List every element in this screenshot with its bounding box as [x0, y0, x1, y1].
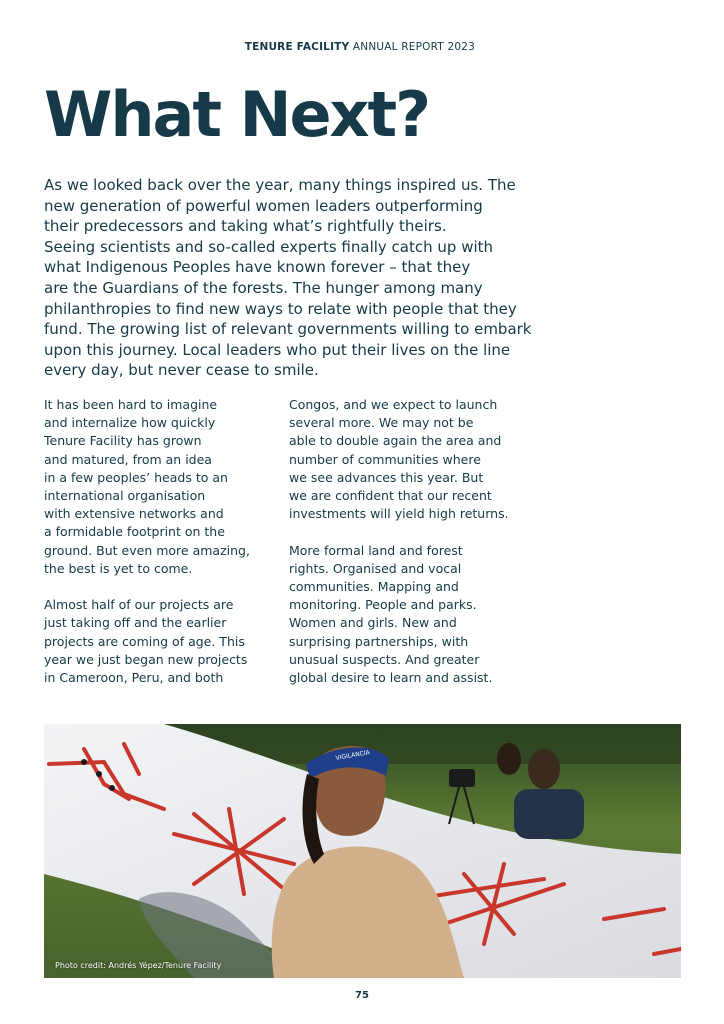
body-line: More formal land and forest — [289, 542, 463, 558]
body-line: Almost half of our projects are — [44, 597, 234, 613]
lead-line: philanthropies to find new ways to relate with people that they — [44, 299, 517, 318]
lead-line: new generation of powerful women leaders outperforming — [44, 196, 483, 215]
body-line: rights. Organised and vocal — [289, 560, 462, 576]
lead-line: fund. The growing list of relevant governments willing to embark — [44, 320, 532, 339]
body-line: we see advances this year. But — [289, 469, 484, 485]
body-column-left — [44, 396, 280, 705]
body-line: and matured, from an idea — [44, 451, 212, 467]
page-title: What Next? — [44, 78, 430, 151]
body-line: number of communities where — [289, 451, 481, 467]
body-line: unusual suspects. And greater — [289, 651, 480, 667]
lead-line: Seeing scientists and so-called experts finally catch up with — [44, 237, 494, 256]
body-line: Congos, and we expect to launch — [289, 397, 498, 412]
report-header — [245, 41, 475, 53]
lead-line: every day, but never cease to smile. — [44, 361, 319, 380]
body-line: just taking off and the earlier — [44, 615, 227, 631]
page-number: 75 — [355, 990, 369, 1001]
body-line: monitoring. People and parks. — [289, 597, 477, 613]
body-line: and internalize how quickly — [44, 415, 216, 431]
lead-line: what Indigenous Peoples have known forever – that they — [44, 258, 471, 277]
body-line: with extensive networks and — [44, 506, 224, 522]
lead-line: As we looked back over the year, many things inspired us. The — [44, 176, 516, 194]
body-line: year we just began new projects — [44, 651, 248, 667]
lead-line: are the Guardians of the forests. The hunger among many — [44, 278, 483, 297]
body-line: the best is yet to come. — [44, 560, 193, 576]
body-column-right — [289, 396, 525, 705]
body-line: we are confident that our recent — [289, 488, 492, 504]
lead-line: their predecessors and taking what’s rightfully theirs. — [44, 217, 447, 236]
body-line: several more. We may not be — [289, 415, 474, 431]
body-line: a formidable footprint on the — [44, 524, 225, 540]
body-line: Women and girls. New and — [289, 615, 457, 631]
body-paragraph — [289, 396, 525, 523]
body-line: surprising partnerships, with — [289, 633, 469, 649]
body-line: in Cameroon, Peru, and both — [44, 670, 224, 686]
body-line: communities. Mapping and — [289, 579, 459, 595]
lead-line: upon this journey. Local leaders who put their lives on the line — [44, 340, 511, 359]
photo-illustration — [44, 724, 681, 978]
headband-text: VIGILANCIA — [335, 749, 371, 762]
body-line: investments will yield high returns. — [289, 506, 509, 522]
body-line: able to double again the area and — [289, 433, 502, 449]
body-line: ground. But even more amazing, — [44, 542, 250, 558]
body-line: It has been hard to imagine — [44, 397, 218, 412]
body-line: global desire to learn and assist. — [289, 670, 493, 686]
body-line: in a few peoples’ heads to an — [44, 469, 228, 485]
photo-credit: Photo credit: Andrés Yépez/Tenure Facility — [55, 961, 222, 970]
body-line: international organisation — [44, 488, 206, 504]
body-line: projects are coming of age. This — [44, 633, 245, 649]
header-report: ANNUAL REPORT 2023 — [352, 41, 475, 53]
lead-paragraph — [44, 175, 534, 381]
body-paragraph — [44, 396, 280, 578]
body-paragraph — [44, 596, 280, 687]
body-paragraph — [289, 542, 525, 688]
banner-photo — [44, 724, 681, 978]
body-line: Tenure Facility has grown — [44, 433, 202, 449]
header-organization: TENURE FACILITY — [244, 41, 350, 53]
